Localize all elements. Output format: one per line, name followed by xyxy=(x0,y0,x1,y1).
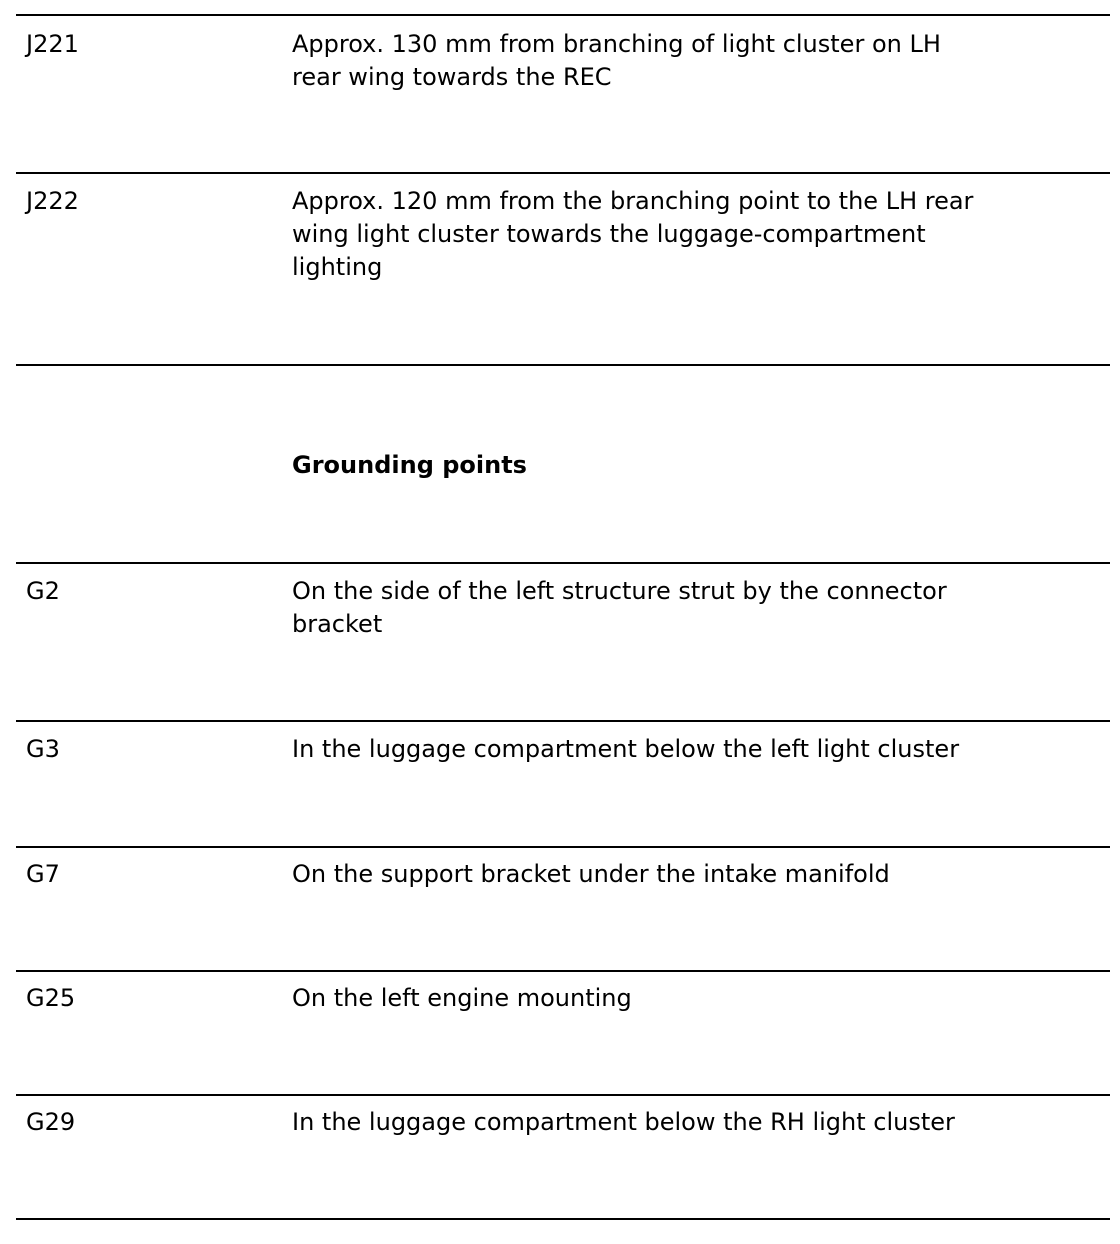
row-code: J221 xyxy=(26,30,79,58)
row-description: On the support bracket under the intake manifold xyxy=(292,860,890,888)
row-code: G3 xyxy=(26,735,60,763)
section-heading: Grounding points xyxy=(292,451,527,479)
table-rule xyxy=(16,720,1110,722)
table-rule xyxy=(16,364,1110,366)
row-code: G25 xyxy=(26,984,76,1012)
table-rule xyxy=(16,172,1110,174)
row-description: Approx. 120 mm from the branching point to the LH rear wing light cluster towards the luggage-compartment lighting xyxy=(292,187,974,281)
row-code: G2 xyxy=(26,577,60,605)
table-rule xyxy=(16,1094,1110,1096)
table-rule xyxy=(16,14,1110,16)
row-description: Approx. 130 mm from branching of light cluster on LH rear wing towards the REC xyxy=(292,30,941,91)
row-code: J222 xyxy=(26,187,79,215)
table-rule xyxy=(16,970,1110,972)
row-code: G29 xyxy=(26,1108,76,1136)
row-code: G7 xyxy=(26,860,60,888)
row-description: On the side of the left structure strut by the connector bracket xyxy=(292,577,947,638)
table-rule xyxy=(16,562,1110,564)
row-description: In the luggage compartment below the left light cluster xyxy=(292,735,960,763)
table-rule xyxy=(16,846,1110,848)
table-rule xyxy=(16,1218,1110,1220)
row-description: On the left engine mounting xyxy=(292,984,632,1012)
row-description: In the luggage compartment below the RH light cluster xyxy=(292,1108,955,1136)
